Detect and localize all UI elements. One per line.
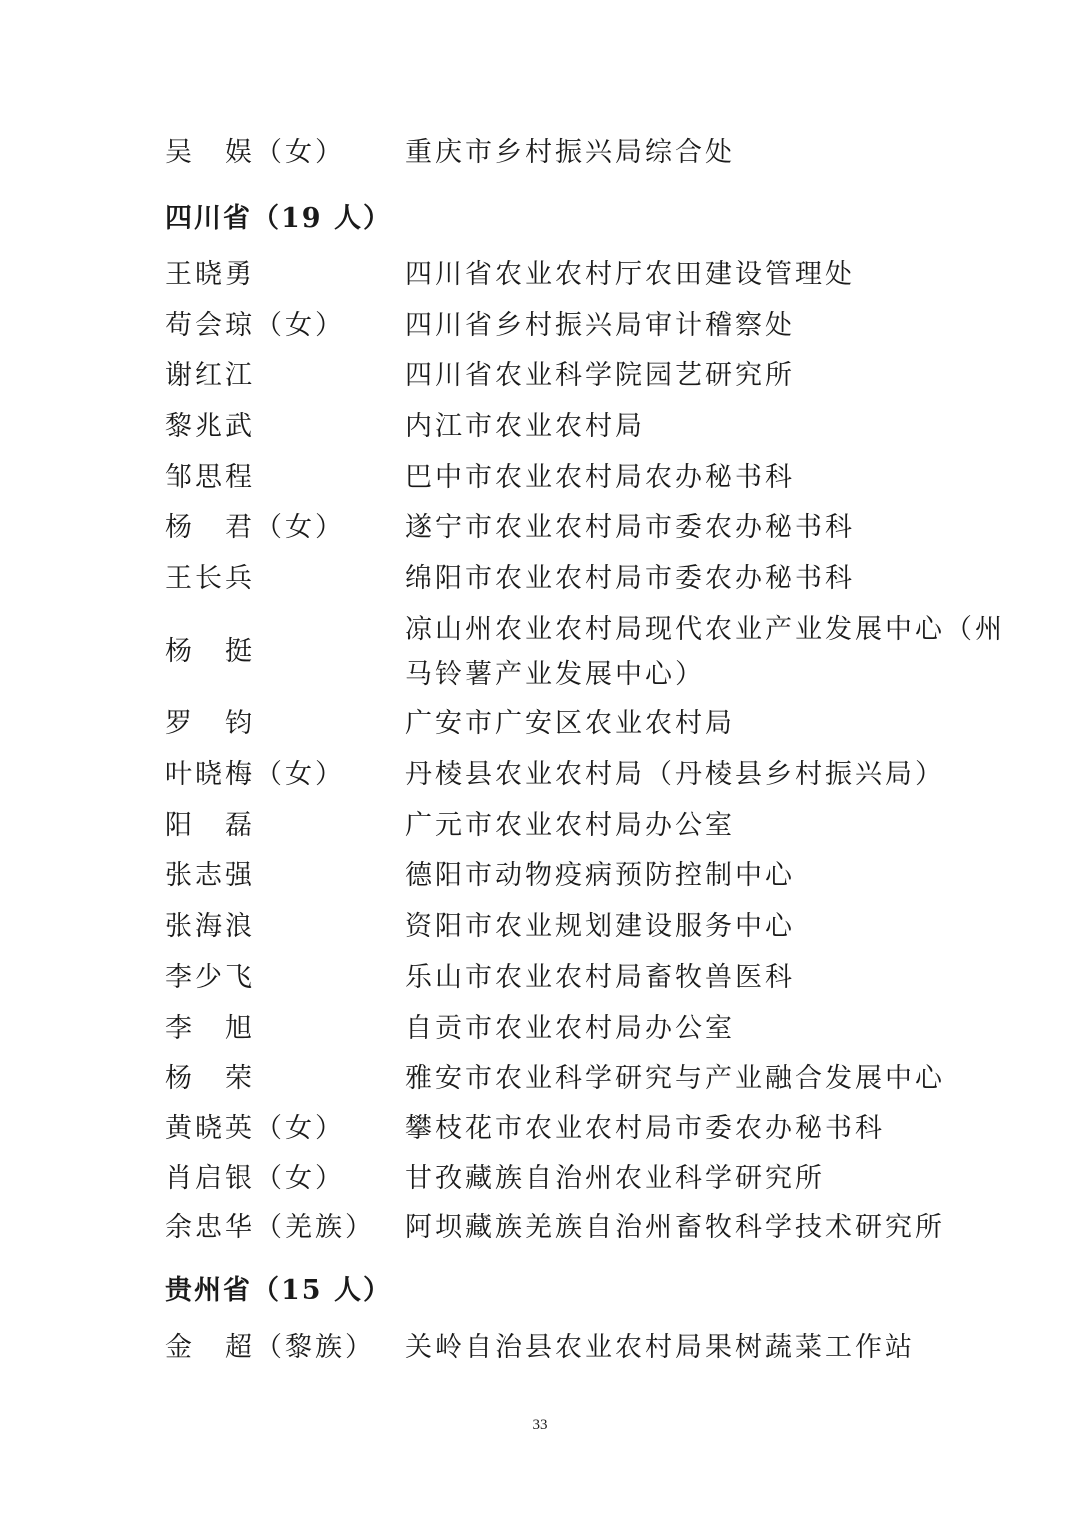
person-name: 谢红江	[165, 360, 255, 391]
person-name: 邹思程	[165, 462, 255, 493]
person-name: 肖启银（女）	[165, 1163, 345, 1194]
organization: 遂宁市农业农村局市委农办秘书科	[405, 512, 855, 543]
page-number: 33	[532, 1417, 548, 1433]
organization: 关岭自治县农业农村局果树蔬菜工作站	[405, 1332, 915, 1363]
person-name: 王晓勇	[165, 259, 255, 290]
person-name: 金 超（黎族）	[165, 1332, 375, 1363]
organization: 广安市广安区农业农村局	[405, 708, 735, 739]
organization: 绵阳市农业农村局市委农办秘书科	[405, 563, 855, 594]
organization: 四川省农业农村厅农田建设管理处	[405, 259, 855, 290]
section-heading-guizhou: 贵州省（15 人）	[165, 1275, 392, 1306]
organization: 内江市农业农村局	[405, 411, 645, 442]
person-name: 王长兵	[165, 563, 255, 594]
person-name: 吴 娱（女）	[165, 137, 345, 168]
organization: 四川省农业科学院园艺研究所	[405, 360, 795, 391]
organization: 雅安市农业科学研究与产业融合发展中心	[405, 1063, 945, 1094]
organization: 广元市农业农村局办公室	[405, 810, 735, 841]
organization-line-2: 马铃薯产业发展中心）	[405, 659, 705, 690]
organization: 资阳市农业规划建设服务中心	[405, 911, 795, 942]
organization: 重庆市乡村振兴局综合处	[405, 137, 735, 168]
person-name: 苟会琼（女）	[165, 310, 345, 341]
person-name: 张海浪	[165, 911, 255, 942]
person-name: 李少飞	[165, 962, 255, 993]
person-name: 罗 钧	[165, 708, 255, 739]
organization: 甘孜藏族自治州农业科学研究所	[405, 1163, 825, 1194]
person-name: 黄晓英（女）	[165, 1113, 345, 1144]
person-name: 阳 磊	[165, 810, 255, 841]
person-name: 黎兆武	[165, 411, 255, 442]
organization-line-1: 凉山州农业农村局现代农业产业发展中心（州	[405, 614, 1005, 645]
organization: 自贡市农业农村局办公室	[405, 1013, 735, 1044]
person-name: 李 旭	[165, 1013, 255, 1044]
organization: 乐山市农业农村局畜牧兽医科	[405, 962, 795, 993]
person-name: 余忠华（羌族）	[165, 1212, 375, 1243]
organization: 德阳市动物疫病预防控制中心	[405, 860, 795, 891]
organization: 四川省乡村振兴局审计稽察处	[405, 310, 795, 341]
organization: 丹棱县农业农村局（丹棱县乡村振兴局）	[405, 759, 945, 790]
person-name: 杨 挺	[165, 636, 255, 667]
organization: 巴中市农业农村局农办秘书科	[405, 462, 795, 493]
person-name: 张志强	[165, 860, 255, 891]
organization: 阿坝藏族羌族自治州畜牧科学技术研究所	[405, 1212, 945, 1243]
person-name: 杨 荣	[165, 1063, 255, 1094]
person-name: 叶晓梅（女）	[165, 759, 345, 790]
section-heading-sichuan: 四川省（19 人）	[165, 203, 392, 234]
person-name: 杨 君（女）	[165, 512, 345, 543]
organization: 攀枝花市农业农村局市委农办秘书科	[405, 1113, 885, 1144]
